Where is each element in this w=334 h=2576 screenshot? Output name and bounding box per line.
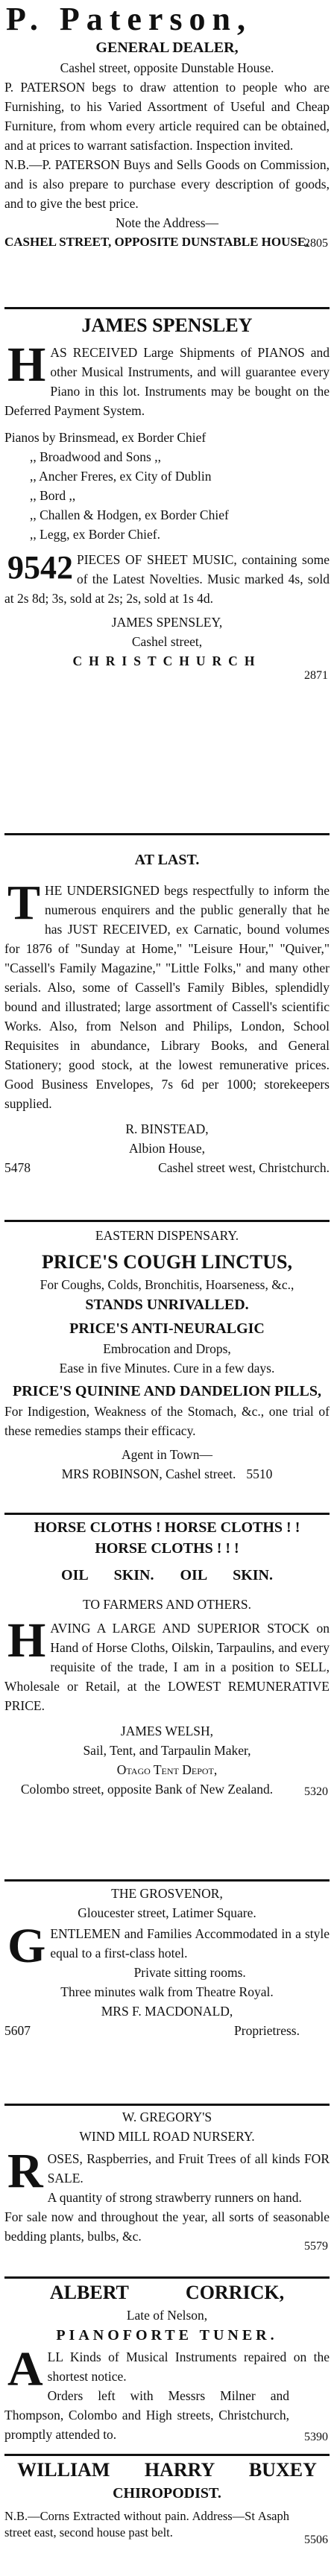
ad-note-address: Note the Address— — [115, 215, 219, 230]
product-text: Embrocation and Drops, — [103, 1341, 231, 1356]
ad-note: N.B.—P. PATERSON Buys and Sells Goods on Commission, and is also prepare to purchase every description of goods, and to give the best price. — [4, 157, 330, 211]
ad-text: For sale now and throughout the year, all sorts of seasonable bedding plants, bulbs, &c. — [4, 2209, 330, 2244]
welsh-ad — [0, 1517, 334, 1799]
binstead-ad — [0, 849, 334, 1177]
divider — [4, 2454, 330, 2456]
divider — [4, 2276, 330, 2279]
ad-number: 5320 — [304, 1785, 328, 1798]
corrick-ad — [0, 2280, 334, 2444]
drop-cap-r: R — [7, 2144, 43, 2198]
divider — [4, 1879, 330, 1882]
ad-title: EASTERN DISPENSARY. — [95, 1228, 239, 1243]
ad-title: AT LAST. — [134, 852, 200, 868]
ad-title: W. GREGORY'S — [122, 2110, 212, 2124]
ad-depot: Otago Tent Depot, — [116, 1762, 218, 1777]
gregory-ad — [0, 2107, 334, 2253]
piano-line: ,, Broadwood and Sons ,, — [30, 449, 161, 464]
drop-cap-t: T — [7, 876, 41, 930]
ad-title: JAMES SPENSLEY — [81, 314, 253, 336]
grosvenor-ad — [0, 1884, 334, 2040]
product-heading: PRICE'S QUININE AND DANDELION PILLS, — [13, 1383, 321, 1399]
ad-text: A quantity of strong strawberry runners on hand. — [47, 2190, 302, 2205]
sheet-music-text: PIECES OF SHEET MUSIC, containing some of the Latest Novelties. Music marked 4s, sold at 2s 8d; 3s, sold at 2s; 2s, sold at 1s 4d. — [4, 552, 330, 606]
ad-body: HE UNDERSIGNED begs respectfully to inform the numerous enquirers and the public generally that he has JUST RECEIVED, ex Carnatic, bound volumes for 1876 of "Sunday at Home," "Leisure Hour," "Quiver," "Cassell's Family Magazine," "Little Folks," and many other serials. Also, some of Cassell's Family Bibles, splendidly bound and illustrated; large assortment of Cassell's scientific Works. Also, from Nelson and Philips, London, School Requisites in abundance, Library Books, and General Stationery; good stock, at the lowest remunerative prices. Good Business Envelopes, 7s 6d per 1000; storekeepers supplied. — [4, 883, 330, 1111]
product-heading: PRICE'S ANTI-NEURALGIC — [69, 1320, 265, 1337]
ad-signature: MRS F. MACDONALD, — [101, 2004, 233, 2019]
ad-title: ALBERT CORRICK, — [49, 2282, 285, 2303]
piano-line: ,, Legg, ex Border Chief. — [30, 527, 160, 542]
ad-address: Colombo street, opposite Bank of New Zealand. — [20, 1782, 274, 1797]
headline: HORSE CLOTHS ! HORSE CLOTHS ! ! — [34, 1519, 300, 1536]
ad-subtitle: CHIROPODIST. — [113, 2485, 221, 2501]
sheet-music-count: 9542 — [7, 549, 73, 586]
piano-line: ,, Bord ,, — [30, 488, 76, 503]
agent-name: MRS ROBINSON, Cashel street. — [61, 1466, 236, 1481]
paterson-ad — [0, 1, 334, 252]
agent-label: Agent in Town— — [122, 1447, 212, 1462]
ad-number: 5510 — [246, 1466, 273, 1481]
product-text: Ease in five Minutes. Cure in a few days. — [59, 1361, 275, 1376]
buxey-ad — [0, 2458, 334, 2546]
drop-cap-g: G — [7, 1919, 46, 1973]
ad-title: WILLIAM HARRY BUXEY — [17, 2459, 317, 2481]
ad-trade: PIANOFORTE TUNER. — [56, 2327, 278, 2344]
divider — [4, 307, 330, 309]
ad-signature-street: Cashel street, — [131, 634, 203, 649]
piano-line: ,, Challen & Hodgen, ex Border Chief — [30, 507, 229, 522]
ad-note: N.B.—Corns Extracted without pain. Address—St Asaph street east, second house past belt. — [4, 2509, 289, 2539]
ad-number: 5390 — [304, 2431, 328, 2443]
ad-number: 5579 — [304, 2240, 328, 2253]
product-text: For Indigestion, Weakness of the Stomach, &c., one trial of these remedies stamps their efficacy. — [4, 1404, 330, 1438]
ad-number: 5506 — [304, 2534, 328, 2546]
drop-cap-h: H — [7, 1613, 46, 1668]
drop-cap-h: H — [7, 338, 46, 392]
ad-address: CASHEL STREET, OPPOSITE DUNSTABLE HOUSE. — [4, 235, 309, 249]
divider — [4, 1220, 330, 1222]
product-text: For Coughs, Colds, Bronchitis, Hoarseness, &c., — [40, 1277, 294, 1292]
ad-address: Cashel street west, Christchurch. — [158, 1160, 330, 1175]
headline: HORSE CLOTHS ! ! ! — [95, 1540, 239, 1557]
ad-signature: JAMES SPENSLEY, — [111, 615, 223, 630]
ad-subtitle: Late of Nelson, — [126, 2308, 208, 2323]
headline: TO FARMERS AND OTHERS. — [83, 1597, 251, 1612]
product-claim: STANDS UNRIVALLED. — [85, 1297, 249, 1313]
ad-subtitle: WIND MILL ROAD NURSERY. — [79, 2129, 255, 2144]
dispensary-ad — [0, 1226, 334, 1484]
ad-body: OSES, Raspberries, and Fruit Trees of all kinds FOR SALE. — [47, 2151, 330, 2186]
ad-body: AVING A LARGE AND SUPERIOR STOCK on Hand of Horse Cloths, Oilskin, Tarpaulins, and every requisite of the trade, I am in a position to SELL, Wholesale or Retail, at the LOWEST REMUNERATIVE PRICE. — [4, 1621, 330, 1713]
piano-line: ,, Ancher Freres, ex City of Dublin — [30, 469, 212, 484]
ad-body: AS RECEIVED Large Shipments of PIANOS and other Musical Instruments, and will guarantee every Piano in this lot. Instruments may be bought on the Deferred Payment System. — [4, 345, 330, 418]
ad-text: Orders left with Messrs Milner and Thompson, Colombo and High streets, Christchurch, promptly attended to. — [4, 2388, 289, 2442]
ad-town: CHRISTCHURCH — [72, 654, 262, 668]
divider — [4, 1513, 330, 1515]
ad-address-line: Cashel street, opposite Dunstable House. — [60, 60, 274, 75]
ad-signature-house: Albion House, — [128, 1141, 206, 1156]
ad-title: P. Paterson, — [6, 1, 253, 37]
headline: OIL SKIN. OIL SKIN. — [61, 1567, 273, 1583]
ad-number: 5607 — [4, 2023, 31, 2038]
ad-body: LL Kinds of Musical Instruments repaired on the shortest notice. — [47, 2349, 330, 2384]
ad-number: 2805 — [304, 237, 328, 250]
ad-line: Three minutes walk from Theatre Royal. — [60, 1984, 274, 1999]
ad-line: Private sitting rooms. — [133, 1965, 246, 1980]
ad-signature: JAMES WELSH, — [120, 1724, 214, 1738]
ad-title: THE GROSVENOR, — [111, 1886, 223, 1901]
ad-subtitle: GENERAL DEALER, — [95, 39, 239, 56]
ad-subtitle: Gloucester street, Latimer Square. — [78, 1905, 256, 1920]
spensley-ad — [0, 313, 334, 682]
ad-number: 5478 — [4, 1160, 31, 1175]
ad-signature: R. BINSTEAD, — [125, 1121, 209, 1136]
ad-trade: Sail, Tent, and Tarpaulin Maker, — [83, 1743, 251, 1758]
drop-cap-a: A — [7, 2342, 43, 2396]
piano-intro: Pianos by Brinsmead, ex Border Chief — [4, 430, 207, 445]
divider — [4, 2104, 330, 2106]
ad-number: 2871 — [304, 669, 328, 682]
divider — [4, 833, 330, 835]
ad-body: P. PATERSON begs to draw attention to people who are Furnishing, to his Varied Assortment of Useful and Cheap Furniture, from whom every article required can be obtained, and at prices to warrant satisfaction. Inspection invited. — [4, 80, 330, 153]
product-heading: PRICE'S COUGH LINCTUS, — [42, 1251, 292, 1273]
ad-body: ENTLEMEN and Families Accommodated in a style equal to a first-class hotel. — [50, 1926, 330, 1961]
ad-role: Proprietress. — [234, 2023, 300, 2038]
